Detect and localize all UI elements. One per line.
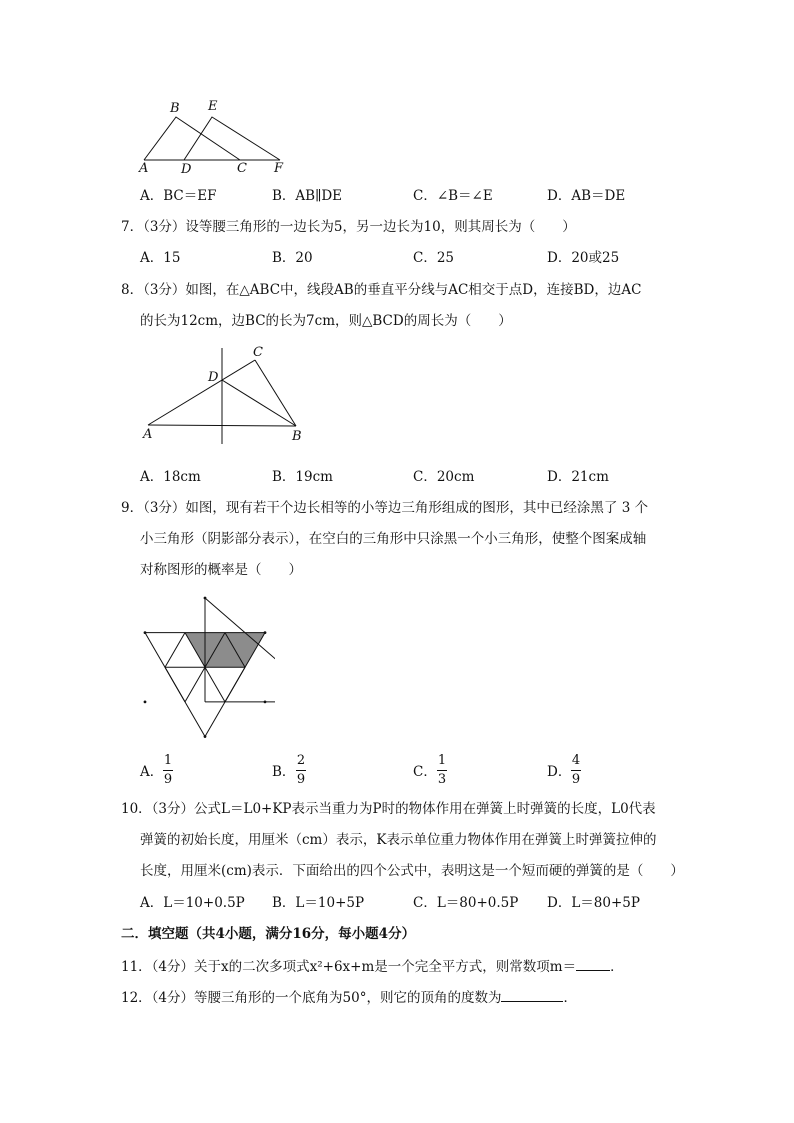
- vertex-dot: [264, 701, 267, 704]
- fig8-label-c: C: [253, 345, 263, 360]
- fraction-numerator: 4: [571, 753, 581, 768]
- fig6-label-e: E: [208, 99, 218, 114]
- vertex-dot: [264, 631, 267, 634]
- q10-stem-line3: 长度，用厘米(cm)表示．下面给出的四个公式中，表明这是一个短而硬的弹簧的是（ ）: [140, 863, 684, 879]
- fig6-label-f: F: [274, 161, 284, 176]
- q9-option-a-fraction: [163, 754, 173, 787]
- q10-option-c: C．L＝80+0.5P: [413, 895, 519, 911]
- q12-stem: 12．（4分）等腰三角形的一个底角为50°，则它的顶角的度数为: [121, 990, 502, 1006]
- q8-option-a: A．18cm: [140, 469, 201, 485]
- fraction-numerator: 1: [163, 753, 173, 768]
- fraction-numerator: 2: [296, 753, 306, 768]
- q11-end: ．: [610, 959, 624, 975]
- figure-q9-star: [135, 593, 275, 748]
- section-title-fill-in: 二．填空题（共4小题，满分16分，每小题4分）: [121, 926, 416, 942]
- q11: [121, 956, 624, 977]
- fraction-denominator: 9: [163, 772, 173, 787]
- fig8-label-d: D: [208, 370, 219, 385]
- grid-line: [165, 633, 185, 668]
- q9-option-d-prefix: D．: [547, 764, 572, 780]
- q7-option-a: A．15: [140, 250, 181, 266]
- q9-stem-line3: 对称图形的概率是（ ）: [140, 562, 302, 578]
- q6-option-b: B．AB∥DE: [272, 188, 343, 204]
- q12: [121, 987, 577, 1008]
- q9-stem-line1: 9．（3分）如图，现有若干个边长相等的小等边三角形组成的图形，其中已经涂黑了 3 个: [121, 500, 649, 516]
- q9-option-b-prefix: B．: [272, 764, 296, 780]
- grid-line: [225, 667, 245, 702]
- q10-stem-line2: 弹簧的初始长度，用厘米（cm）表示，K表示单位重力物体作用在弹簧上时弹簧拉伸的: [140, 832, 657, 848]
- q6-option-d: D．AB＝DE: [547, 188, 626, 204]
- figure-q8-triangle: [140, 340, 310, 445]
- fig6-label-d: D: [181, 162, 192, 177]
- fig6-label-a: A: [139, 161, 149, 176]
- q8-stem-line1: 8．（3分）如图，在△ABC中，线段AB的垂直平分线与AC相交于点D，连接BD，边AC: [121, 282, 642, 298]
- q7-option-d: D．20或25: [547, 250, 620, 266]
- fraction-denominator: 3: [437, 772, 447, 787]
- fig6-label-c: C: [237, 161, 247, 176]
- q7-stem: 7．（3分）设等腰三角形的一边长为5，另一边长为10，则其周长为（ ）: [121, 219, 576, 235]
- q8-stem-line2: 的长为12cm，边BC的长为7cm，则△BCD的周长为（ ）: [140, 313, 512, 329]
- q10-option-b: B．L＝10+5P: [272, 895, 365, 911]
- q12-end: ．: [563, 990, 577, 1006]
- q9-option-a-prefix: A．: [140, 764, 164, 780]
- q10-option-d: D．L＝80+5P: [547, 895, 640, 911]
- q12-answer-blank: [501, 987, 563, 1002]
- q10-option-a: A．L＝10+0.5P: [140, 895, 245, 911]
- q7-option-b: B．20: [272, 250, 313, 266]
- fig6-label-b: B: [170, 101, 180, 116]
- vertex-dot: [144, 701, 147, 704]
- q8-option-d: D．21cm: [547, 469, 609, 485]
- fig8-label-a: A: [143, 427, 153, 442]
- q9-option-c-fraction: [437, 754, 447, 787]
- q11-stem: 11．（4分）关于x的二次多项式x²+6x+m是一个完全平方式，则常数项m＝: [121, 959, 577, 975]
- fraction-denominator: 9: [571, 772, 581, 787]
- q9-option-b-fraction: [296, 754, 306, 787]
- fig8-label-b: B: [292, 429, 302, 444]
- q10-stem-line1: 10．（3分）公式L＝L0+KP表示当重力为P时的物体作用在弹簧上时弹簧的长度，L0代表: [121, 801, 656, 817]
- q9-option-d-fraction: [571, 754, 581, 787]
- q7-option-c: C．25: [413, 250, 455, 266]
- vertex-dot: [144, 631, 147, 634]
- grid-line: [165, 667, 185, 702]
- q11-answer-blank: [576, 956, 610, 971]
- q8-option-b: B．19cm: [272, 469, 333, 485]
- q6-option-a: A．BC＝EF: [140, 188, 217, 204]
- fraction-numerator: 1: [437, 753, 447, 768]
- q9-stem-line2: 小三角形（阴影部分表示），在空白的三角形中只涂黑一个小三角形，使整个图案成轴: [140, 531, 647, 547]
- vertex-dot: [204, 735, 207, 738]
- vertex-dot: [204, 597, 207, 600]
- q8-option-c: C．20cm: [413, 469, 475, 485]
- fraction-denominator: 9: [296, 772, 306, 787]
- q6-option-c: C．∠B＝∠E: [413, 188, 493, 204]
- q9-option-c-prefix: C．: [413, 764, 437, 780]
